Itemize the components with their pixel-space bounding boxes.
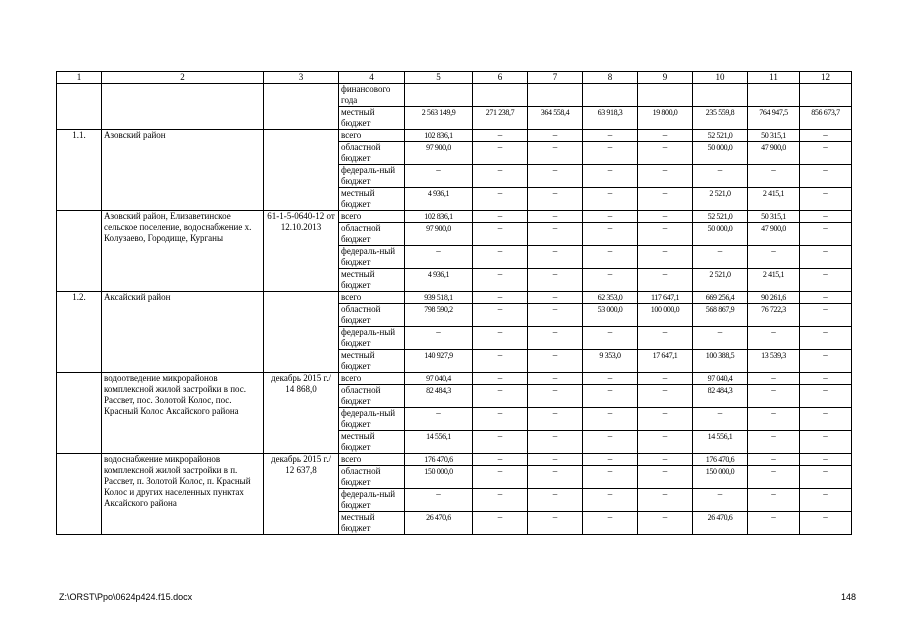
amount-cell-col-9 [638, 84, 693, 107]
amount-cell-col-6: – [473, 373, 528, 385]
amount-cell-col-11: – [748, 454, 800, 466]
amount-cell-col-9: – [638, 211, 693, 223]
row-number-cell [57, 373, 102, 454]
amount-cell-col-7: – [528, 454, 583, 466]
amount-cell-col-8: – [583, 130, 638, 142]
amount-cell-col-6: – [473, 408, 528, 431]
amount-cell-col-8: – [583, 211, 638, 223]
amount-cell-col-5: 102 836,1 [405, 130, 473, 142]
amount-cell-col-10: 52 521,0 [693, 211, 748, 223]
amount-cell-col-7: – [528, 142, 583, 165]
amount-cell-col-5: 2 563 149,9 [405, 107, 473, 130]
amount-cell-col-9: – [638, 188, 693, 211]
amount-cell-col-9: – [638, 512, 693, 535]
amount-cell-col-9: – [638, 327, 693, 350]
amount-cell-col-8 [583, 84, 638, 107]
amount-cell-col-6: – [473, 246, 528, 269]
funding-source-cell: местный бюджет [339, 431, 405, 454]
amount-cell-col-5: 102 836,1 [405, 211, 473, 223]
funding-source-cell: всего [339, 373, 405, 385]
amount-cell-col-10: 568 867,9 [693, 304, 748, 327]
column-number-8: 8 [583, 72, 638, 84]
amount-cell-col-7: – [528, 385, 583, 408]
row-number-cell [57, 211, 102, 292]
amount-cell-col-7: – [528, 165, 583, 188]
amount-cell-col-6: – [473, 327, 528, 350]
amount-cell-col-5: 140 927,9 [405, 350, 473, 373]
amount-cell-col-5: 4 936,1 [405, 269, 473, 292]
amount-cell-col-6: 271 238,7 [473, 107, 528, 130]
amount-cell-col-12: – [800, 466, 852, 489]
amount-cell-col-12: – [800, 165, 852, 188]
amount-cell-col-7: – [528, 304, 583, 327]
amount-cell-col-6: – [473, 142, 528, 165]
amount-cell-col-12: – [800, 292, 852, 304]
amount-cell-col-10: 97 040,4 [693, 373, 748, 385]
amount-cell-col-9: 19 800,0 [638, 107, 693, 130]
table-row [57, 373, 852, 385]
amount-cell-col-5: 97 900,0 [405, 223, 473, 246]
amount-cell-col-6: – [473, 165, 528, 188]
amount-cell-col-10: 50 000,0 [693, 223, 748, 246]
amount-cell-col-12: – [800, 304, 852, 327]
amount-cell-col-10: 669 256,4 [693, 292, 748, 304]
amount-cell-col-7: – [528, 188, 583, 211]
amount-cell-col-5: 82 484,3 [405, 385, 473, 408]
amount-cell-col-6: – [473, 269, 528, 292]
footer-file-path: Z:\ORST\Ppo\0624p424.f15.docx [59, 592, 193, 602]
amount-cell-col-12: – [800, 489, 852, 512]
amount-cell-col-5 [405, 84, 473, 107]
amount-cell-col-9: – [638, 373, 693, 385]
amount-cell-col-12: – [800, 188, 852, 211]
amount-cell-col-6: – [473, 304, 528, 327]
amount-cell-col-7: 364 558,4 [528, 107, 583, 130]
amount-cell-col-8: – [583, 408, 638, 431]
object-name-cell: Азовский район, Елизаветинское сельское поселение, водоснабжение х. Колузаево, Городище, Курганы [102, 211, 264, 292]
amount-cell-col-7: – [528, 373, 583, 385]
amount-cell-col-10: 150 000,0 [693, 466, 748, 489]
amount-cell-col-11: 13 539,3 [748, 350, 800, 373]
amount-cell-col-5: 176 470,6 [405, 454, 473, 466]
amount-cell-col-5: – [405, 408, 473, 431]
amount-cell-col-7: – [528, 246, 583, 269]
amount-cell-col-8: – [583, 188, 638, 211]
object-details-cell: декабрь 2015 г./ 12 637,8 [264, 454, 339, 535]
amount-cell-col-9: 100 000,0 [638, 304, 693, 327]
funding-source-cell: областной бюджет [339, 385, 405, 408]
amount-cell-col-10: – [693, 165, 748, 188]
amount-cell-col-10: 2 521,0 [693, 269, 748, 292]
funding-source-cell: областной бюджет [339, 142, 405, 165]
amount-cell-col-8: – [583, 431, 638, 454]
amount-cell-col-10: 235 559,8 [693, 107, 748, 130]
amount-cell-col-9: – [638, 408, 693, 431]
amount-cell-col-10: 14 556,1 [693, 431, 748, 454]
amount-cell-col-10: – [693, 408, 748, 431]
column-number-1: 1 [57, 72, 102, 84]
amount-cell-col-12: – [800, 431, 852, 454]
column-number-2: 2 [102, 72, 264, 84]
amount-cell-col-11: 76 722,3 [748, 304, 800, 327]
table-row [57, 292, 852, 304]
amount-cell-col-6: – [473, 350, 528, 373]
amount-cell-col-11: – [748, 431, 800, 454]
funding-source-cell: местный бюджет [339, 512, 405, 535]
funding-source-cell: федераль-ный бюджет [339, 327, 405, 350]
amount-cell-col-7: – [528, 431, 583, 454]
amount-cell-col-8: – [583, 269, 638, 292]
amount-cell-col-6: – [473, 512, 528, 535]
amount-cell-col-7 [528, 84, 583, 107]
row-number-cell [57, 454, 102, 535]
amount-cell-col-9: – [638, 466, 693, 489]
page-number: 148 [840, 592, 856, 602]
object-details-cell: 61-1-5-0640-12 от 12.10.2013 [264, 211, 339, 292]
amount-cell-col-10: 26 470,6 [693, 512, 748, 535]
amount-cell-col-9: – [638, 165, 693, 188]
amount-cell-col-6: – [473, 211, 528, 223]
column-number-3: 3 [264, 72, 339, 84]
amount-cell-col-8: – [583, 373, 638, 385]
amount-cell-col-11: – [748, 385, 800, 408]
amount-cell-col-5: 97 900,0 [405, 142, 473, 165]
amount-cell-col-7: – [528, 269, 583, 292]
column-number-11: 11 [748, 72, 800, 84]
amount-cell-col-12: – [800, 350, 852, 373]
amount-cell-col-12 [800, 84, 852, 107]
funding-source-cell: всего [339, 211, 405, 223]
amount-cell-col-12: – [800, 327, 852, 350]
amount-cell-col-12: – [800, 246, 852, 269]
funding-source-cell: местный бюджет [339, 107, 405, 130]
amount-cell-col-5: – [405, 489, 473, 512]
funding-source-cell: областной бюджет [339, 304, 405, 327]
amount-cell-col-6: – [473, 130, 528, 142]
amount-cell-col-10: – [693, 246, 748, 269]
amount-cell-col-5: – [405, 165, 473, 188]
amount-cell-col-7: – [528, 211, 583, 223]
amount-cell-col-9: – [638, 269, 693, 292]
amount-cell-col-12: – [800, 269, 852, 292]
amount-cell-col-9: – [638, 246, 693, 269]
amount-cell-col-7: – [528, 130, 583, 142]
amount-cell-col-11: – [748, 373, 800, 385]
amount-cell-col-11: – [748, 165, 800, 188]
amount-cell-col-12: – [800, 385, 852, 408]
funding-source-cell: местный бюджет [339, 269, 405, 292]
amount-cell-col-10: 176 470,6 [693, 454, 748, 466]
amount-cell-col-7: – [528, 512, 583, 535]
object-name-cell: водоотведение микрорайонов комплексной жилой застройки в пос. Рассвет, пос. Золотой Колос, пос. Красный Колос Аксайского района [102, 373, 264, 454]
amount-cell-col-8: 53 000,0 [583, 304, 638, 327]
amount-cell-col-12: – [800, 223, 852, 246]
funding-source-cell: федераль-ный бюджет [339, 489, 405, 512]
amount-cell-col-11: 47 900,0 [748, 142, 800, 165]
amount-cell-col-8: – [583, 454, 638, 466]
amount-cell-col-12: – [800, 130, 852, 142]
table-row [57, 211, 852, 223]
table-row [57, 84, 852, 107]
amount-cell-col-11: – [748, 327, 800, 350]
amount-cell-col-9: – [638, 454, 693, 466]
amount-cell-col-5: – [405, 246, 473, 269]
funding-source-cell: всего [339, 292, 405, 304]
funding-source-cell: федераль-ный бюджет [339, 165, 405, 188]
column-number-7: 7 [528, 72, 583, 84]
object-details-cell [264, 84, 339, 130]
amount-cell-col-9: – [638, 130, 693, 142]
amount-cell-col-8: – [583, 223, 638, 246]
amount-cell-col-8: – [583, 327, 638, 350]
table-body [57, 72, 852, 535]
amount-cell-col-10: 100 388,5 [693, 350, 748, 373]
amount-cell-col-12: – [800, 512, 852, 535]
amount-cell-col-5: 150 000,0 [405, 466, 473, 489]
amount-cell-col-12: – [800, 211, 852, 223]
funding-source-cell: областной бюджет [339, 466, 405, 489]
amount-cell-col-9: – [638, 431, 693, 454]
column-number-10: 10 [693, 72, 748, 84]
column-number-9: 9 [638, 72, 693, 84]
object-name-cell [102, 84, 264, 130]
amount-cell-col-7: – [528, 350, 583, 373]
amount-cell-col-8: – [583, 142, 638, 165]
funding-source-cell: местный бюджет [339, 188, 405, 211]
object-details-cell [264, 130, 339, 211]
amount-cell-col-5: 939 518,1 [405, 292, 473, 304]
amount-cell-col-12: – [800, 454, 852, 466]
row-number-cell [57, 84, 102, 130]
amount-cell-col-11: 2 415,1 [748, 269, 800, 292]
amount-cell-col-10: 52 521,0 [693, 130, 748, 142]
amount-cell-col-10: 2 521,0 [693, 188, 748, 211]
row-number-cell: 1.1. [57, 130, 102, 211]
table-row [57, 130, 852, 142]
amount-cell-col-5: – [405, 327, 473, 350]
object-name-cell: Аксайский район [102, 292, 264, 373]
amount-cell-col-8: 9 353,0 [583, 350, 638, 373]
amount-cell-col-6: – [473, 385, 528, 408]
amount-cell-col-8: – [583, 489, 638, 512]
amount-cell-col-9: – [638, 142, 693, 165]
amount-cell-col-11: – [748, 512, 800, 535]
amount-cell-col-9: 117 647,1 [638, 292, 693, 304]
column-number-5: 5 [405, 72, 473, 84]
amount-cell-col-7: – [528, 327, 583, 350]
amount-cell-col-6: – [473, 466, 528, 489]
amount-cell-col-7: – [528, 489, 583, 512]
amount-cell-col-8: – [583, 466, 638, 489]
amount-cell-col-8: 62 353,0 [583, 292, 638, 304]
funding-source-cell: всего [339, 454, 405, 466]
funding-source-cell: федераль-ный бюджет [339, 246, 405, 269]
funding-source-cell: федераль-ный бюджет [339, 408, 405, 431]
amount-cell-col-11: 764 947,5 [748, 107, 800, 130]
amount-cell-col-11: – [748, 489, 800, 512]
amount-cell-col-11: – [748, 466, 800, 489]
table-row [57, 454, 852, 466]
amount-cell-col-12: 856 673,7 [800, 107, 852, 130]
amount-cell-col-12: – [800, 408, 852, 431]
amount-cell-col-10 [693, 84, 748, 107]
amount-cell-col-11: 50 315,1 [748, 130, 800, 142]
budget-table [56, 71, 852, 535]
amount-cell-col-8: – [583, 512, 638, 535]
column-number-4: 4 [339, 72, 405, 84]
amount-cell-col-11 [748, 84, 800, 107]
row-number-cell: 1.2. [57, 292, 102, 373]
amount-cell-col-9: 17 647,1 [638, 350, 693, 373]
amount-cell-col-6: – [473, 431, 528, 454]
amount-cell-col-10: 50 000,0 [693, 142, 748, 165]
amount-cell-col-6 [473, 84, 528, 107]
amount-cell-col-6: – [473, 454, 528, 466]
column-number-6: 6 [473, 72, 528, 84]
column-number-header-row [57, 72, 852, 84]
amount-cell-col-6: – [473, 489, 528, 512]
amount-cell-col-5: 97 040,4 [405, 373, 473, 385]
amount-cell-col-10: 82 484,3 [693, 385, 748, 408]
amount-cell-col-5: 4 936,1 [405, 188, 473, 211]
amount-cell-col-10: – [693, 489, 748, 512]
amount-cell-col-11: 47 900,0 [748, 223, 800, 246]
amount-cell-col-6: – [473, 188, 528, 211]
amount-cell-col-7: – [528, 223, 583, 246]
amount-cell-col-12: – [800, 373, 852, 385]
amount-cell-col-7: – [528, 292, 583, 304]
amount-cell-col-9: – [638, 223, 693, 246]
amount-cell-col-11: – [748, 408, 800, 431]
amount-cell-col-7: – [528, 408, 583, 431]
object-details-cell [264, 292, 339, 373]
amount-cell-col-6: – [473, 223, 528, 246]
amount-cell-col-6: – [473, 292, 528, 304]
object-name-cell: водоснабжение микрорайонов комплексной жилой застройки в п. Рассвет, п. Золотой Колос, п. Красный Колос и других населенных пунктах Аксайского района [102, 454, 264, 535]
amount-cell-col-5: 14 556,1 [405, 431, 473, 454]
amount-cell-col-8: – [583, 165, 638, 188]
funding-source-cell: всего [339, 130, 405, 142]
amount-cell-col-12: – [800, 142, 852, 165]
amount-cell-col-5: 26 470,6 [405, 512, 473, 535]
amount-cell-col-8: – [583, 385, 638, 408]
amount-cell-col-10: – [693, 327, 748, 350]
funding-source-cell: финансового года [339, 84, 405, 107]
object-details-cell: декабрь 2015 г./ 14 868,0 [264, 373, 339, 454]
amount-cell-col-11: 50 315,1 [748, 211, 800, 223]
amount-cell-col-11: 2 415,1 [748, 188, 800, 211]
column-number-12: 12 [800, 72, 852, 84]
funding-source-cell: местный бюджет [339, 350, 405, 373]
object-name-cell: Азовский район [102, 130, 264, 211]
funding-source-cell: областной бюджет [339, 223, 405, 246]
amount-cell-col-11: 90 261,6 [748, 292, 800, 304]
amount-cell-col-11: – [748, 246, 800, 269]
amount-cell-col-8: 63 918,3 [583, 107, 638, 130]
amount-cell-col-9: – [638, 489, 693, 512]
amount-cell-col-5: 798 590,2 [405, 304, 473, 327]
amount-cell-col-8: – [583, 246, 638, 269]
amount-cell-col-9: – [638, 385, 693, 408]
amount-cell-col-7: – [528, 466, 583, 489]
